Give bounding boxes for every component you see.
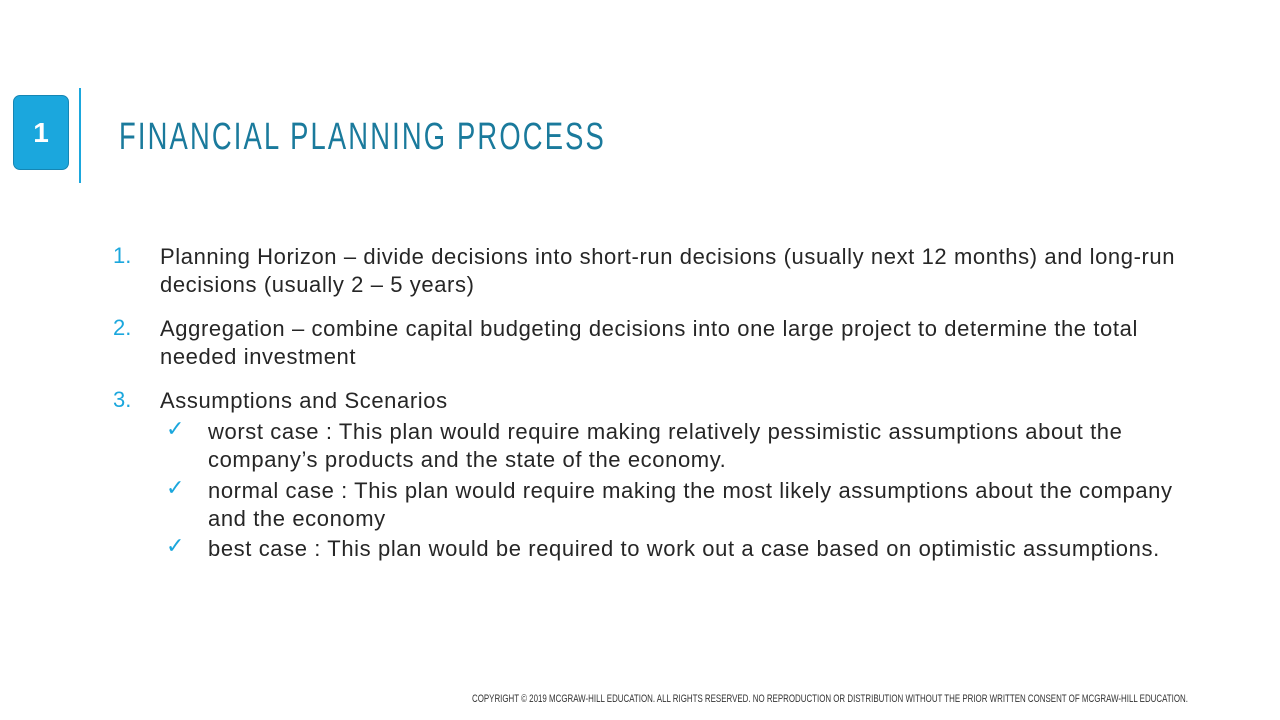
- list-number: 3.: [113, 387, 132, 412]
- copyright-notice: COPYRIGHT © 2019 MCGRAW-HILL EDUCATION. ALL RIGHTS RESERVED. NO REPRODUCTION OR DISTRIBUTION WITHOUT THE PRIOR WRITTEN CONSENT OF MCGRAW-HILL EDUCATION.: [472, 693, 1188, 705]
- check-icon: ✓: [166, 475, 185, 500]
- list-number: 1.: [113, 243, 132, 268]
- list-item-assumptions: Assumptions and Scenarios: [160, 388, 448, 413]
- section-number-badge: 1: [13, 95, 69, 170]
- title-divider: [79, 88, 81, 183]
- list-item-planning-horizon: Planning Horizon – divide decisions into short-run decisions (usually next 12 months) and long-run decisions (usually 2 – 5 years): [160, 244, 1176, 297]
- list-item-aggregation: Aggregation – combine capital budgeting decisions into one large project to determine the total needed investment: [160, 316, 1138, 369]
- check-icon: ✓: [166, 533, 185, 558]
- subitem-normal-case: normal case : This plan would require making the most likely assumptions about the company and the economy: [208, 478, 1173, 531]
- slide-title: FINANCIAL PLANNING PROCESS: [119, 116, 606, 158]
- list-number: 2.: [113, 315, 132, 340]
- subitem-best-case: best case : This plan would be required to work out a case based on optimistic assumptions.: [208, 536, 1160, 561]
- check-icon: ✓: [166, 416, 185, 441]
- subitem-worst-case: worst case : This plan would require making relatively pessimistic assumptions about the company’s products and the state of the economy.: [208, 419, 1123, 472]
